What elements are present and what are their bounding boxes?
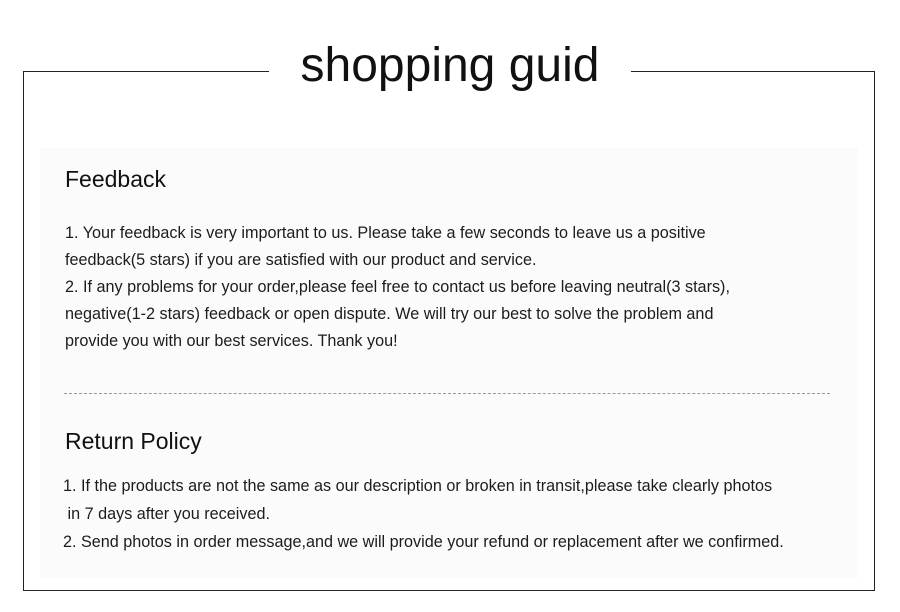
return-policy-line: in 7 days after you received.: [63, 505, 270, 523]
feedback-line: negative(1-2 stars) feedback or open dispute. We will try our best to solve the problem and: [65, 305, 714, 323]
feedback-heading: Feedback: [65, 166, 167, 192]
feedback-line: feedback(5 stars) if you are satisfied with our product and service.: [65, 251, 537, 269]
page-title: shopping guid: [269, 36, 632, 96]
return-policy-line: 1. If the products are not the same as our description or broken in transit,please take clearly photos: [63, 477, 773, 495]
section-divider: [64, 393, 830, 394]
feedback-line: provide you with our best services. Thank you!: [65, 332, 398, 350]
feedback-line: 1. Your feedback is very important to us. Please take a few seconds to leave us a positive: [65, 224, 706, 242]
title-area: [0, 36, 900, 100]
return-policy-line: 2. Send photos in order message,and we will provide your refund or replacement after we confirmed.: [63, 533, 784, 551]
return-policy-heading: Return Policy: [65, 428, 202, 454]
feedback-line: 2. If any problems for your order,please feel free to contact us before leaving neutral(3 stars),: [65, 278, 730, 296]
